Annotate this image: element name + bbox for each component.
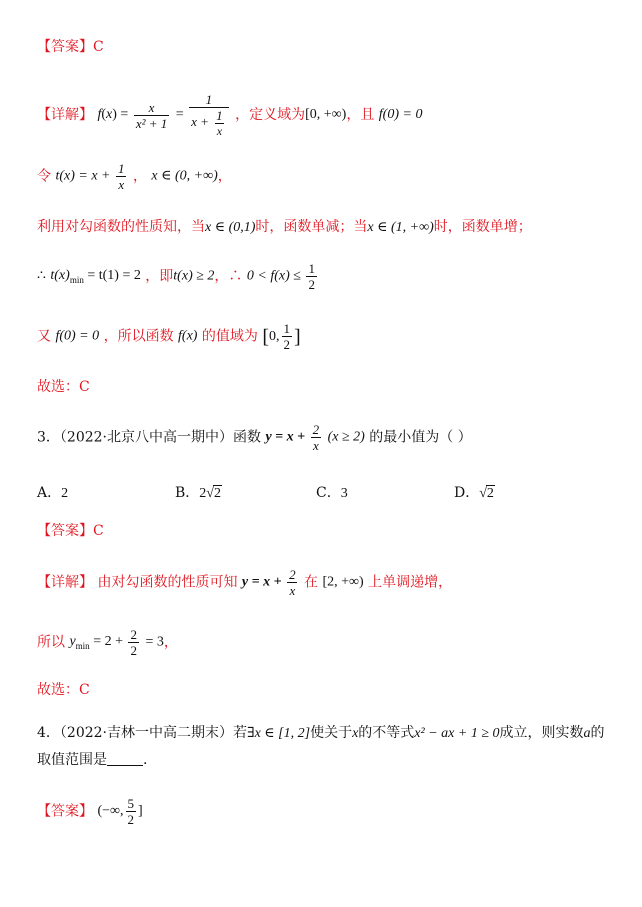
interval-1-inf: x ∈ (1, +∞) (367, 220, 434, 235)
detail-line-1: 【详解】 f(x) = $\frac{x}{\text{x² + 1}}$ = 1 x + $\frac{1}{x}$ ，定义域为[0, +∞)，且 f(0) = 0 (37, 92, 423, 138)
option-b-value: 2√2 (199, 486, 221, 501)
fraction-2-over-2: $\frac{2}{2}$ (130, 627, 137, 658)
formula-f: f(x) = (97, 107, 132, 122)
interval-2-inf: [2, +∞) (322, 574, 364, 590)
question-4: 4．（2022·吉林一中高二期末）若∃x ∈ [1, 2]使关于x的不等式x² − ax + 1 ≥ 0成立，则实数a的 (37, 725, 605, 741)
answer-value: C (93, 39, 104, 55)
answer-tag: 【答案】 (37, 39, 93, 55)
fx-bound: 0 < f(x) ≤ (246, 268, 305, 284)
fraction-1-over-2: $\frac{1}{2}$ (308, 261, 315, 292)
question-4-line-2: 取值范围是 . (37, 752, 148, 768)
f0-equals-0: f(0) = 0 (378, 107, 423, 122)
fraction-1-over-x-plus-1-over-x: 1 x + $\frac{1}{x}$ (189, 93, 229, 137)
tmin-expression: $t(x)_{min} = t(1) = 2$ (50, 267, 141, 285)
detail-tag: 【详解】 (37, 107, 93, 123)
option-d[interactable]: D．√2 (454, 485, 494, 501)
range-line: 又 f(0) = 0 ，所以函数 f(x) 的值域为 [0, $\frac{1}{2}$ ] (37, 321, 301, 352)
let-t-line: 令 t(x) = x + $\frac{1}{x}$ ， x ∈ (0, +∞)， (37, 161, 232, 192)
t-expression: t(x) = x + (55, 168, 114, 184)
ymin-line: 所以 $y_{min} = 2$ + $\frac{2}{2}$ = 3， (37, 627, 178, 658)
choose-line-3: 故选：C (37, 682, 90, 698)
answer-line-1 (37, 40, 104, 54)
inequality: x² − ax + 1 ≥ 0 (414, 726, 500, 741)
interval-0-1: x ∈ (0,1) (205, 220, 256, 235)
range-interval: [0, $\frac{1}{2}$ ] (262, 321, 301, 352)
option-b[interactable]: B．2√2 (175, 485, 221, 501)
x-domain: x ∈ (0, +∞) (151, 168, 218, 184)
option-d-value: √2 (479, 486, 494, 501)
option-a[interactable]: A．2 (37, 485, 69, 501)
fraction-x-over-x2p1: $\frac{x}{\text{x² + 1}}$ (135, 99, 168, 131)
question-3: 3．（2022·北京八中高一期中）函数 y = x + $\frac{2}{x}$ (x ≥ 2) 的最小值为（ ） (37, 422, 472, 453)
choose-line-1: 故选：C (37, 379, 90, 395)
answer-line-3: 【答案】C (37, 523, 104, 539)
fraction-2-over-x: $\frac{2}{x}$ (312, 422, 320, 453)
option-c[interactable]: C．3 (316, 485, 348, 501)
domain-interval: [0, +∞) (305, 107, 347, 122)
answer-blank[interactable] (107, 753, 143, 766)
monotonic-line: 利用对勾函数的性质知，当x ∈ (0,1)时，函数单减；当x ∈ (1, +∞)时，函数单增； (37, 219, 532, 235)
detail-line-3: 【详解】 由对勾函数的性质可知 y = x + $\frac{2}{x}$ 在 [2, +∞) 上单调递增， (37, 567, 453, 598)
fraction-1-over-x: $\frac{1}{x}$ (118, 161, 125, 192)
answer-line-4: 【答案】 (−∞, $\frac{5}{2}$ ] (37, 796, 143, 827)
fraction-5-over-2: $\frac{5}{2}$ (127, 796, 134, 827)
tmin-line: ∴ $t(x)_{min} = t(1) = 2$ ，即t(x) ≥ 2，∴ 0 < f(x) ≤ $\frac{1}{2}$ (37, 261, 315, 292)
exists-interval: ∃x ∈ [1, 2] (247, 726, 311, 741)
